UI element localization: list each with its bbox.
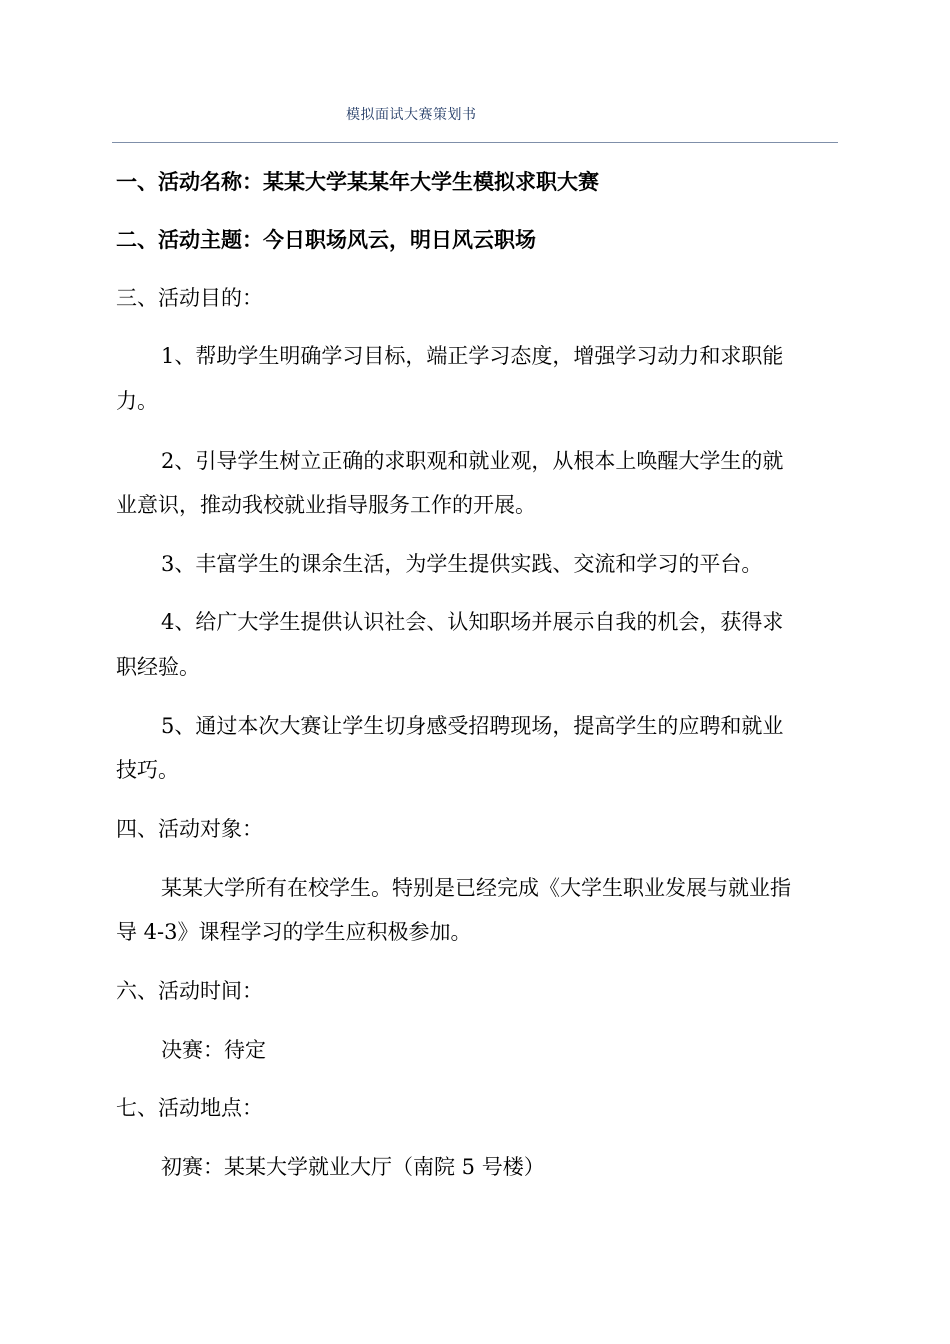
purpose-item-3: 3、丰富学生的课余生活，为学生提供实践、交流和学习的平台。 — [161, 552, 763, 576]
activity-target-heading: 四、活动对象： — [116, 817, 263, 841]
purpose-item-1-line-2: 力。 — [116, 389, 158, 413]
time-final-text: 决赛：待定 — [161, 1038, 266, 1062]
activity-time-heading: 六、活动时间： — [116, 979, 263, 1003]
activity-theme-heading: 二、活动主题：今日职场风云，明日风云职场 — [116, 227, 536, 252]
purpose-item-1-line-1: 1、帮助学生明确学习目标，端正学习态度，增强学习动力和求职能 — [161, 344, 784, 368]
activity-purpose-heading: 三、活动目的： — [116, 286, 263, 310]
target-text-line-2: 导 4-3》课程学习的学生应积极参加。 — [116, 920, 472, 944]
place-prelim-text: 初赛：某某大学就业大厅（南院 5 号楼） — [161, 1155, 545, 1179]
purpose-item-2-line-1: 2、引导学生树立正确的求职观和就业观，从根本上唤醒大学生的就 — [161, 449, 784, 473]
purpose-item-2-line-2: 业意识，推动我校就业指导服务工作的开展。 — [116, 493, 536, 517]
activity-place-heading: 七、活动地点： — [116, 1096, 263, 1120]
target-text-line-1: 某某大学所有在校学生。特别是已经完成《大学生职业发展与就业指 — [161, 876, 791, 900]
page-header-title: 模拟面试大赛策划书 — [346, 107, 477, 123]
purpose-item-4-line-1: 4、给广大学生提供认识社会、认知职场并展示自我的机会，获得求 — [161, 610, 784, 634]
purpose-item-4-line-2: 职经验。 — [116, 655, 200, 679]
purpose-item-5-line-1: 5、通过本次大赛让学生切身感受招聘现场，提高学生的应聘和就业 — [161, 714, 784, 738]
header-divider — [112, 142, 838, 143]
purpose-item-5-line-2: 技巧。 — [116, 758, 179, 782]
activity-name-heading: 一、活动名称：某某大学某某年大学生模拟求职大赛 — [116, 169, 599, 194]
